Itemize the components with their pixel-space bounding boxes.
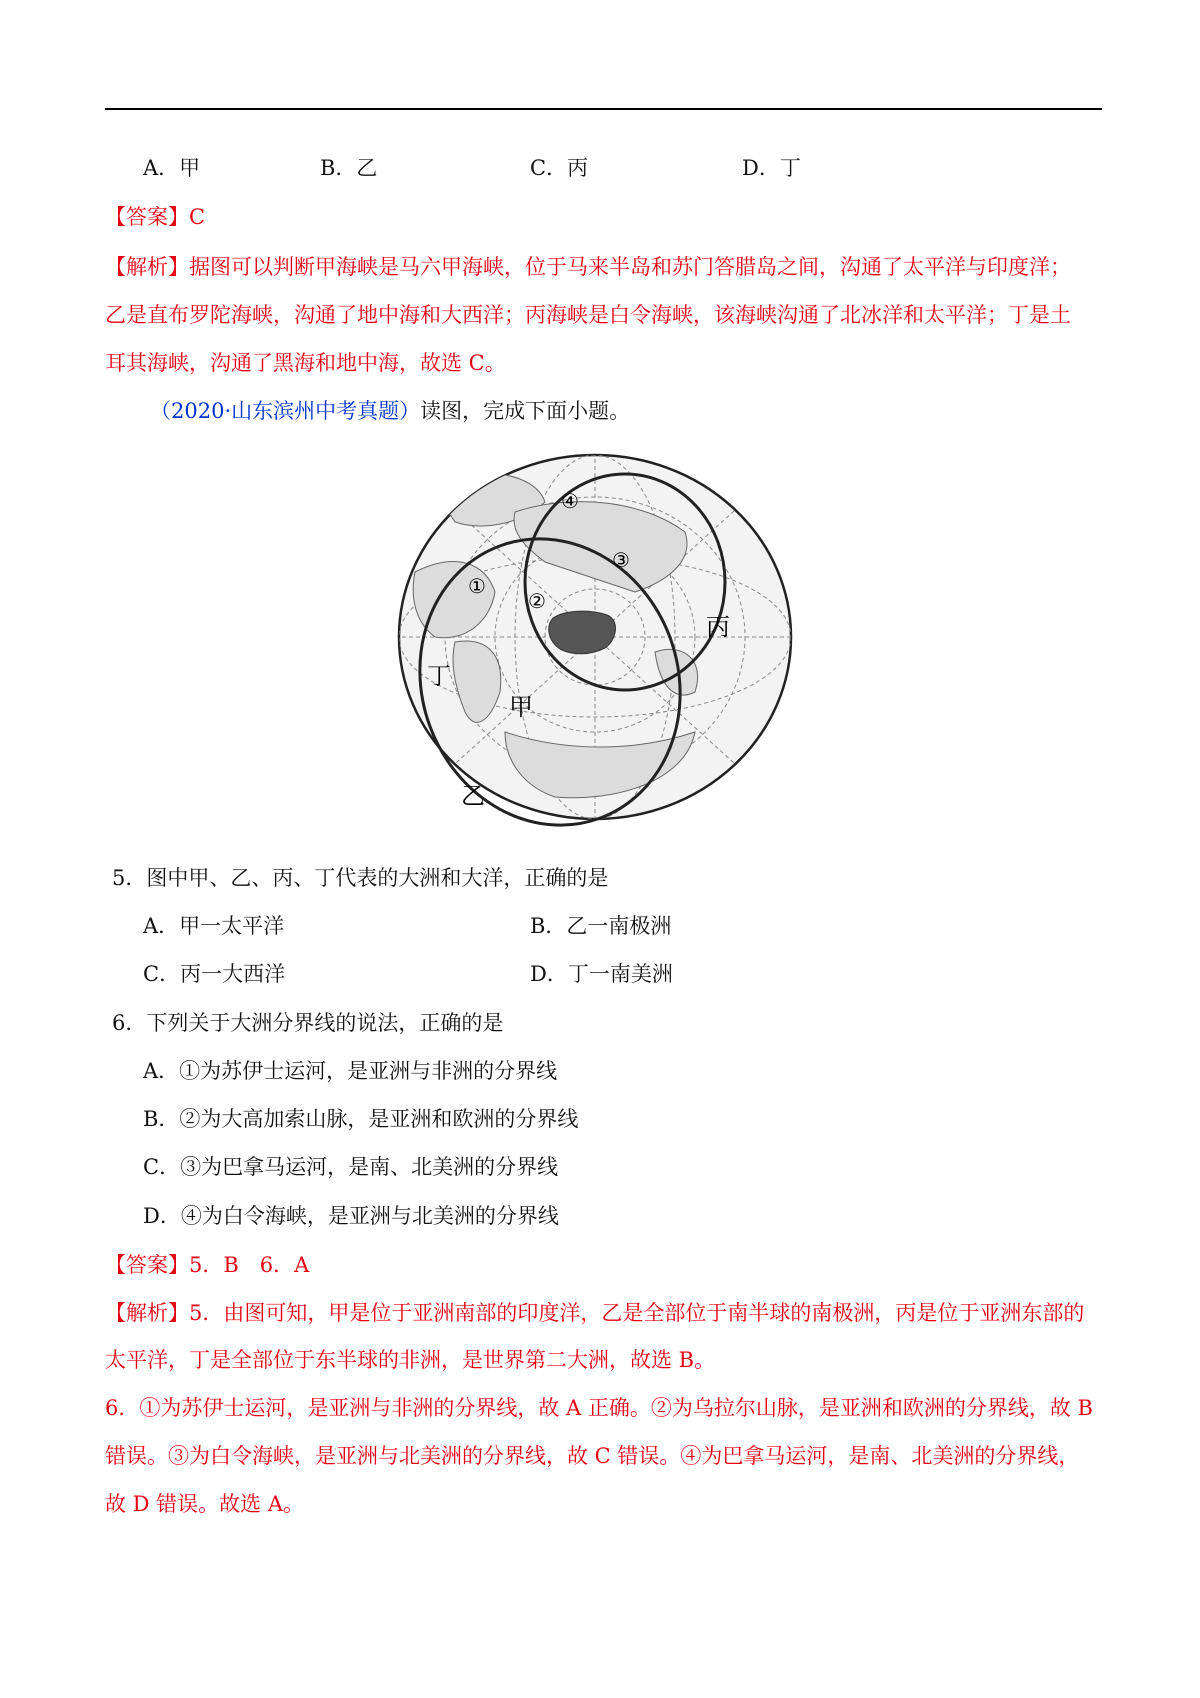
analysis-2-text: 5．由图可知，甲是位于亚洲南部的印度洋，乙是全部位于南半球的南极洲，丙是位于亚洲东部的	[189, 1301, 1085, 1325]
label-n1: ①	[468, 574, 486, 598]
analysis-2-line-1	[105, 1298, 1084, 1328]
q6-option-d: D．④为白令海峡，是亚洲与北美洲的分界线	[143, 1204, 559, 1228]
label-n3: ③	[612, 548, 630, 572]
q6-option-b: B．②为大高加索山脉，是亚洲和欧洲的分界线	[143, 1107, 579, 1131]
q5-option-c: C．丙一大西洋	[143, 962, 286, 986]
label-n4: ④	[561, 489, 579, 513]
answer-2-value: 5．B 6．A	[189, 1253, 310, 1277]
q6-stem: 6．下列关于大洲分界线的说法，正确的是	[112, 1011, 504, 1035]
analysis-2-tag: 【解析】	[105, 1301, 189, 1325]
q5-option-b: B．乙一南极洲	[530, 914, 672, 938]
prev-option-c: C．丙	[530, 156, 589, 180]
q6-option-a: A．①为苏伊士运河，是亚洲与非洲的分界线	[143, 1059, 558, 1083]
prev-analysis-line-2: 乙是直布罗陀海峡，沟通了地中海和大西洋；丙海峡是白令海峡，该海峡沟通了北冰洋和太平洋；丁是土	[105, 303, 1071, 327]
answer-value: C	[189, 205, 206, 229]
answer-tag: 【答案】	[105, 205, 189, 229]
label-bing: 丙	[706, 613, 730, 641]
q5-stem: 5．图中甲、乙、丙、丁代表的大洲和大洋，正确的是	[112, 866, 609, 890]
analysis-tag: 【解析】	[105, 255, 189, 279]
analysis-2-line-5: 故 D 错误。故选 A。	[105, 1492, 305, 1516]
analysis-2-line-4: 错误。③为白令海峡，是亚洲与北美洲的分界线，故 C 错误。④为巴拿马运河，是南、北美洲的分界线，	[105, 1444, 1080, 1468]
analysis-text: 据图可以判断甲海峡是马六甲海峡，位于马来半岛和苏门答腊岛之间，沟通了太平洋与印度洋；	[189, 255, 1071, 279]
label-ding: 丁	[427, 662, 451, 690]
header-rule	[105, 108, 1102, 110]
label-yi: 乙	[461, 782, 485, 810]
answer-2-tag: 【答案】	[105, 1253, 189, 1277]
analysis-2-line-3: 6．①为苏伊士运河，是亚洲与非洲的分界线，故 A 正确。②为乌拉尔山脉，是亚洲和欧洲的分界线，故 B	[105, 1396, 1093, 1420]
question-source	[150, 396, 630, 426]
label-n2: ②	[528, 589, 546, 613]
source-label: （2020·山东滨州中考真题）	[150, 399, 421, 423]
answer-2	[105, 1250, 309, 1280]
q6-option-c: C．③为巴拿马运河，是南、北美洲的分界线	[143, 1155, 559, 1179]
china-shape	[549, 611, 616, 654]
globe-map	[395, 452, 795, 832]
source-text: 读图，完成下面小题。	[420, 399, 631, 423]
prev-analysis-line-3: 耳其海峡，沟通了黑海和地中海，故选 C。	[105, 351, 506, 375]
q5-option-a: A．甲一太平洋	[143, 914, 285, 938]
analysis-2-line-2: 太平洋，丁是全部位于东半球的非洲，是世界第二大洲，故选 B。	[105, 1348, 716, 1372]
q5-option-d: D．丁一南美洲	[530, 962, 673, 986]
prev-option-a: A．甲	[143, 156, 201, 180]
prev-option-d: D．丁	[742, 156, 801, 180]
label-jia: 甲	[509, 693, 533, 721]
prev-answer	[105, 202, 205, 232]
prev-analysis-line-1	[105, 252, 1071, 282]
prev-option-b: B．乙	[320, 156, 378, 180]
